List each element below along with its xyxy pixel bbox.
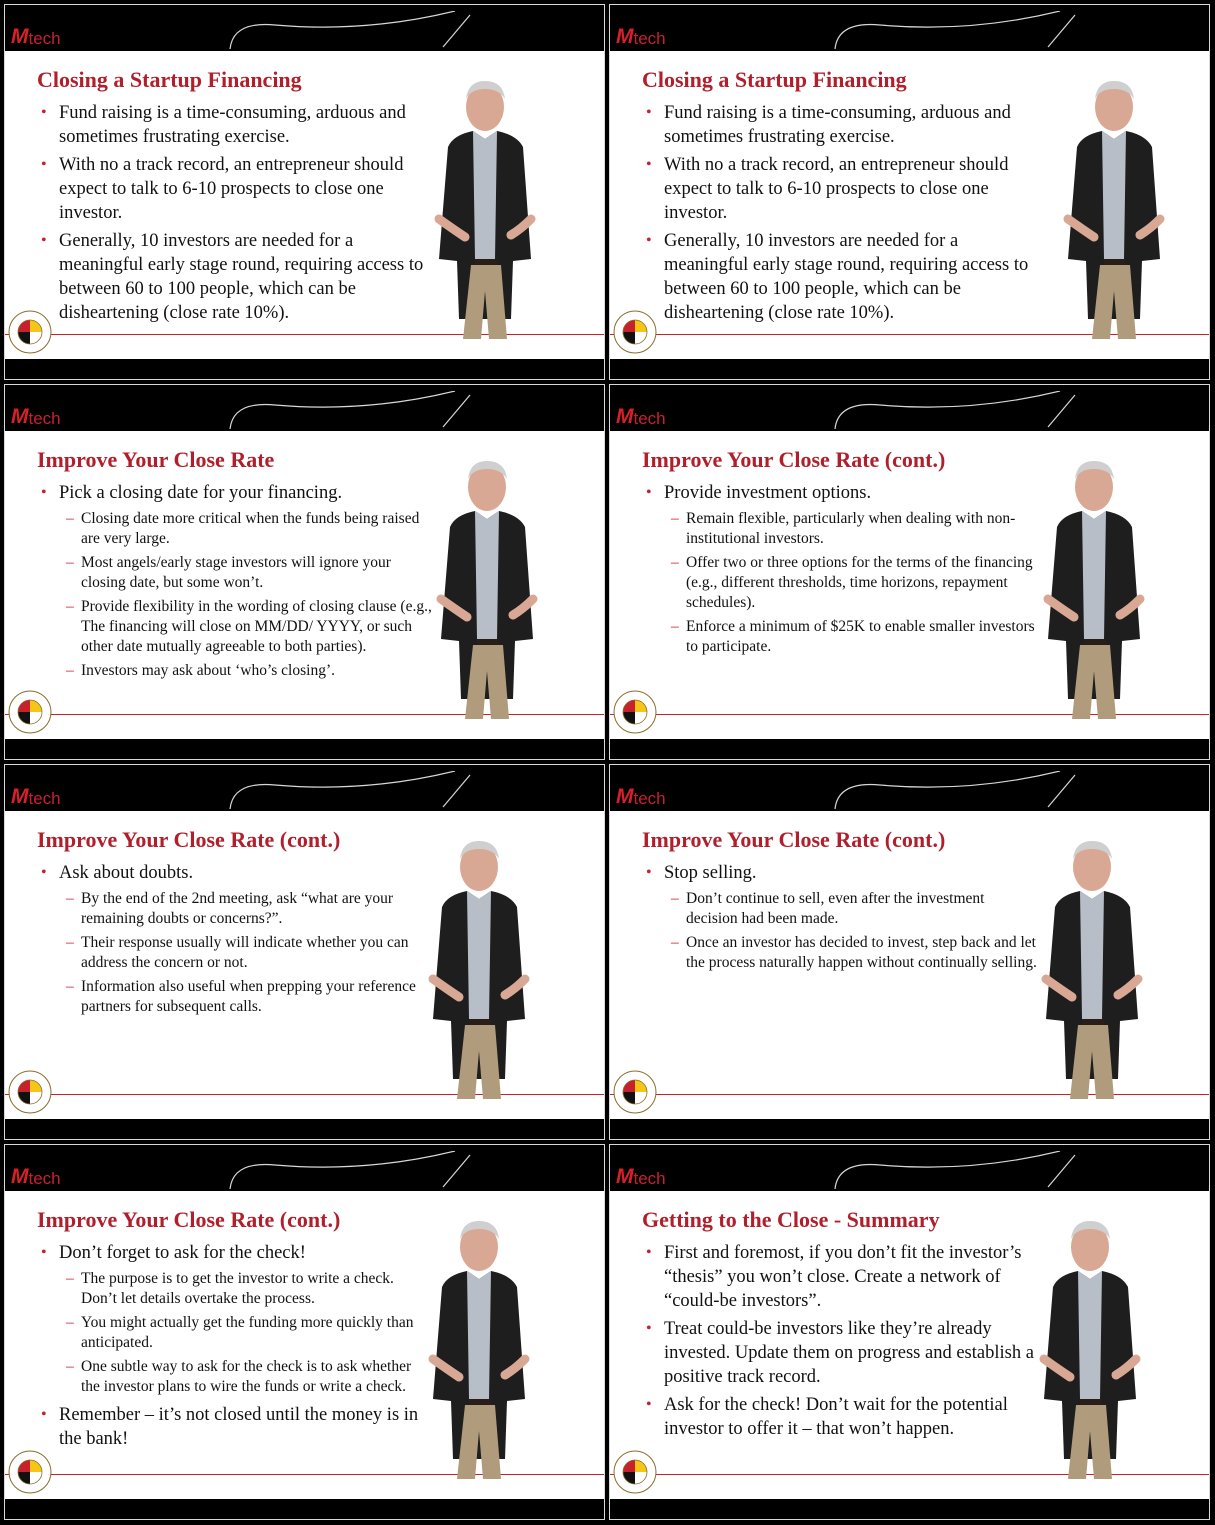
video-frame-3[interactable] xyxy=(4,384,605,760)
top-bar xyxy=(5,765,604,811)
sub-bullet-dash-icon: – xyxy=(671,934,679,951)
logo-text: tech xyxy=(28,29,61,48)
slide-title: Closing a Startup Financing xyxy=(642,67,907,92)
logo-text: tech xyxy=(633,789,666,808)
bullet-text: Treat could-be investors like they’re already invested. Update them on progress and establish a positive track record. xyxy=(664,1319,1034,1387)
bullet-text: Pick a closing date for your financing. xyxy=(59,483,343,503)
bullet-list xyxy=(37,101,432,329)
bullet-dot-icon: • xyxy=(646,1320,652,1337)
bullet-list xyxy=(37,1241,432,1455)
slide-title: Improve Your Close Rate xyxy=(37,447,275,472)
sub-bullet-text: Offer two or three options for the terms of the financing (e.g., different thresholds, time horizons, repayment schedules). xyxy=(686,554,1033,611)
sub-bullet-dash-icon: – xyxy=(66,510,74,527)
sub-bullet-item xyxy=(642,509,1037,549)
sub-bullet-text: Their response usually will indicate whether you can address the concern or not. xyxy=(81,934,409,971)
presenter-figure xyxy=(1018,1209,1163,1479)
video-frame-1[interactable] xyxy=(4,4,605,380)
bullet-list xyxy=(642,861,1037,979)
sub-bullet-item xyxy=(37,1357,432,1397)
bottom-bar xyxy=(5,1499,604,1519)
bullet-item xyxy=(642,1393,1037,1441)
bullet-item xyxy=(642,1241,1037,1313)
sub-bullet-text: You might actually get the funding more quickly than anticipated. xyxy=(81,1314,414,1351)
logo-mark: M xyxy=(616,785,633,808)
sub-bullet-dash-icon: – xyxy=(671,890,679,907)
mtech-logo xyxy=(11,27,61,47)
bullet-dot-icon: • xyxy=(646,104,652,121)
university-seal-icon xyxy=(612,1069,658,1115)
sub-bullet-dash-icon: – xyxy=(66,554,74,571)
sub-bullet-item xyxy=(37,597,432,657)
logo-mark: M xyxy=(616,1165,633,1188)
sub-bullet-dash-icon: – xyxy=(671,554,679,571)
bullet-text: Stop selling. xyxy=(664,863,757,883)
swoosh-decoration xyxy=(185,771,485,809)
swoosh-decoration xyxy=(790,11,1090,49)
bullet-item xyxy=(37,101,432,149)
mtech-logo xyxy=(616,407,666,427)
top-bar xyxy=(610,385,1209,431)
logo-mark: M xyxy=(616,405,633,428)
slide xyxy=(5,1191,604,1501)
slide-title: Improve Your Close Rate (cont.) xyxy=(37,827,341,852)
presenter-figure xyxy=(1042,69,1187,339)
bullet-item xyxy=(37,481,432,505)
sub-bullet-text: Don’t continue to sell, even after the investment decision had been made. xyxy=(686,890,985,927)
sub-bullet-list xyxy=(642,889,1037,973)
bullet-dot-icon: • xyxy=(646,1396,652,1413)
sub-bullet-list xyxy=(642,509,1037,657)
slide-title: Getting to the Close - Summary xyxy=(642,1207,940,1232)
top-bar xyxy=(5,385,604,431)
sub-bullet-text: The purpose is to get the investor to write a check. Don’t let details overtake the process. xyxy=(81,1270,394,1307)
sub-bullet-dash-icon: – xyxy=(66,1270,74,1287)
logo-mark: M xyxy=(11,405,28,428)
logo-mark: M xyxy=(11,25,28,48)
sub-bullet-dash-icon: – xyxy=(66,890,74,907)
sub-bullet-list xyxy=(37,509,432,681)
bullet-list xyxy=(642,1241,1037,1445)
mtech-logo xyxy=(11,787,61,807)
presenter-figure xyxy=(1022,449,1167,719)
bullet-text: Ask for the check! Don’t wait for the potential investor to offer it – that won’t happen. xyxy=(664,1395,1008,1439)
slide-title: Improve Your Close Rate (cont.) xyxy=(37,1207,341,1232)
video-frame-5[interactable] xyxy=(4,764,605,1140)
swoosh-decoration xyxy=(790,1151,1090,1189)
bullet-dot-icon: • xyxy=(646,484,652,501)
slide xyxy=(610,811,1209,1121)
slide xyxy=(5,431,604,741)
bullet-text: Don’t forget to ask for the check! xyxy=(59,1243,306,1263)
bullet-item xyxy=(642,481,1037,505)
bullet-dot-icon: • xyxy=(41,864,47,881)
sub-bullet-text: Most angels/early stage investors will ignore your closing date, but some won’t. xyxy=(81,554,391,591)
logo-text: tech xyxy=(633,29,666,48)
sub-bullet-item xyxy=(37,509,432,549)
bullet-list xyxy=(642,101,1037,329)
sub-bullet-dash-icon: – xyxy=(671,510,679,527)
bottom-bar xyxy=(5,739,604,759)
university-seal-icon xyxy=(7,1449,53,1495)
bullet-item xyxy=(642,229,1037,325)
bottom-bar xyxy=(610,1119,1209,1139)
sub-bullet-dash-icon: – xyxy=(66,934,74,951)
university-seal-icon xyxy=(612,309,658,355)
bullet-dot-icon: • xyxy=(646,156,652,173)
sub-bullet-item xyxy=(642,553,1037,613)
swoosh-decoration xyxy=(185,391,485,429)
sub-bullet-dash-icon: – xyxy=(66,1314,74,1331)
logo-mark: M xyxy=(11,1165,28,1188)
university-seal-icon xyxy=(7,309,53,355)
mtech-logo xyxy=(11,1167,61,1187)
bullet-item xyxy=(37,153,432,225)
sub-bullet-text: Investors may ask about ‘who’s closing’. xyxy=(81,662,335,679)
sub-bullet-text: Enforce a minimum of $25K to enable smaller investors to participate. xyxy=(686,618,1035,655)
slide xyxy=(5,51,604,361)
bullet-text: Generally, 10 investors are needed for a meaningful early stage round, requiring access to between 60 to 100 people, which can be disheartening (close rate 10%). xyxy=(59,231,424,323)
bottom-bar xyxy=(610,1499,1209,1519)
bullet-text: Fund raising is a time-consuming, arduous and sometimes frustrating exercise. xyxy=(664,103,1011,147)
logo-mark: M xyxy=(11,785,28,808)
top-bar xyxy=(5,1145,604,1191)
sub-bullet-text: Once an investor has decided to invest, step back and let the process naturally happen without continually selling. xyxy=(686,934,1037,971)
slide xyxy=(610,431,1209,741)
slide xyxy=(610,1191,1209,1501)
university-seal-icon xyxy=(612,1449,658,1495)
bullet-dot-icon: • xyxy=(41,1244,47,1261)
logo-text: tech xyxy=(633,409,666,428)
sub-bullet-list xyxy=(37,889,432,1017)
video-frame-8[interactable] xyxy=(609,1144,1210,1520)
university-seal-icon xyxy=(7,689,53,735)
sub-bullet-item xyxy=(37,661,432,681)
sub-bullet-item xyxy=(37,553,432,593)
bullet-item xyxy=(37,229,432,325)
top-bar xyxy=(5,5,604,51)
bullet-dot-icon: • xyxy=(41,104,47,121)
video-frame-7[interactable] xyxy=(4,1144,605,1520)
university-seal-icon xyxy=(612,689,658,735)
sub-bullet-item xyxy=(37,889,432,929)
sub-bullet-list xyxy=(37,1269,432,1397)
bullet-dot-icon: • xyxy=(646,1244,652,1261)
bullet-text: With no a track record, an entrepreneur should expect to talk to 6-10 prospects to close one investor. xyxy=(59,155,404,223)
bullet-list xyxy=(37,861,432,1023)
bottom-bar xyxy=(5,359,604,379)
bullet-dot-icon: • xyxy=(646,232,652,249)
bullet-text: Provide investment options. xyxy=(664,483,872,503)
university-seal-icon xyxy=(7,1069,53,1115)
sub-bullet-text: One subtle way to ask for the check is to ask whether the investor plans to wire the funds or write a check. xyxy=(81,1358,412,1395)
slide-title: Improve Your Close Rate (cont.) xyxy=(642,447,946,472)
sub-bullet-text: Provide flexibility in the wording of closing clause (e.g., The financing will close on MM/DD/ YYYY, or such other date mutually agreeable to both parties). xyxy=(81,598,432,655)
swoosh-decoration xyxy=(790,391,1090,429)
bullet-list xyxy=(37,481,432,687)
logo-text: tech xyxy=(28,409,61,428)
mtech-logo xyxy=(616,27,666,47)
bullet-text: Ask about doubts. xyxy=(59,863,194,883)
sub-bullet-item xyxy=(642,933,1037,973)
presenter-figure xyxy=(413,69,558,339)
logo-text: tech xyxy=(633,1169,666,1188)
top-bar xyxy=(610,765,1209,811)
sub-bullet-text: Information also useful when prepping your reference partners for subsequent calls. xyxy=(81,978,416,1015)
bottom-bar xyxy=(5,1119,604,1139)
presenter-figure xyxy=(407,829,552,1099)
sub-bullet-item xyxy=(37,1269,432,1309)
mtech-logo xyxy=(616,787,666,807)
bullet-item xyxy=(37,1403,432,1451)
bullet-text: With no a track record, an entrepreneur should expect to talk to 6-10 prospects to close one investor. xyxy=(664,155,1009,223)
slide-title: Closing a Startup Financing xyxy=(37,67,302,92)
bullet-text: First and foremost, if you don’t fit the investor’s “thesis” you won’t close. Create a network of “could-be investors”. xyxy=(664,1243,1022,1311)
bottom-bar xyxy=(610,739,1209,759)
sub-bullet-dash-icon: – xyxy=(66,598,74,615)
sub-bullet-item xyxy=(37,977,432,1017)
slide-title: Improve Your Close Rate (cont.) xyxy=(642,827,946,852)
sub-bullet-item xyxy=(37,1313,432,1353)
video-frame-6[interactable] xyxy=(609,764,1210,1140)
bullet-item xyxy=(642,153,1037,225)
swoosh-decoration xyxy=(185,11,485,49)
presenter-figure xyxy=(1020,829,1165,1099)
sub-bullet-item xyxy=(37,933,432,973)
bullet-dot-icon: • xyxy=(41,232,47,249)
swoosh-decoration xyxy=(185,1151,485,1189)
sub-bullet-dash-icon: – xyxy=(66,978,74,995)
bullet-item xyxy=(37,1241,432,1265)
bullet-dot-icon: • xyxy=(41,1406,47,1423)
sub-bullet-item xyxy=(642,889,1037,929)
sub-bullet-text: Remain flexible, particularly when dealing with non-institutional investors. xyxy=(686,510,1016,547)
bullet-dot-icon: • xyxy=(41,156,47,173)
logo-text: tech xyxy=(28,1169,61,1188)
mtech-logo xyxy=(11,407,61,427)
bullet-text: Fund raising is a time-consuming, arduous and sometimes frustrating exercise. xyxy=(59,103,406,147)
video-frame-4[interactable] xyxy=(609,384,1210,760)
bullet-dot-icon: • xyxy=(41,484,47,501)
bullet-item xyxy=(642,1317,1037,1389)
sub-bullet-dash-icon: – xyxy=(671,618,679,635)
bullet-item xyxy=(37,861,432,885)
swoosh-decoration xyxy=(790,771,1090,809)
bullet-text: Generally, 10 investors are needed for a meaningful early stage round, requiring access to between 60 to 100 people, which can be disheartening (close rate 10%). xyxy=(664,231,1029,323)
bullet-text: Remember – it’s not closed until the money is in the bank! xyxy=(59,1405,419,1449)
slide xyxy=(610,51,1209,361)
sub-bullet-item xyxy=(642,617,1037,657)
sub-bullet-text: Closing date more critical when the funds being raised are very large. xyxy=(81,510,420,547)
presenter-figure xyxy=(415,449,560,719)
sub-bullet-dash-icon: – xyxy=(66,1358,74,1375)
bullet-item xyxy=(642,861,1037,885)
presenter-figure xyxy=(407,1209,552,1479)
sub-bullet-dash-icon: – xyxy=(66,662,74,679)
top-bar xyxy=(610,1145,1209,1191)
bottom-bar xyxy=(610,359,1209,379)
bullet-dot-icon: • xyxy=(646,864,652,881)
sub-bullet-text: By the end of the 2nd meeting, ask “what are your remaining doubts or concerns?”. xyxy=(81,890,394,927)
video-frame-2[interactable] xyxy=(609,4,1210,380)
mtech-logo xyxy=(616,1167,666,1187)
top-bar xyxy=(610,5,1209,51)
logo-mark: M xyxy=(616,25,633,48)
bullet-item xyxy=(642,101,1037,149)
slide xyxy=(5,811,604,1121)
bullet-list xyxy=(642,481,1037,663)
logo-text: tech xyxy=(28,789,61,808)
